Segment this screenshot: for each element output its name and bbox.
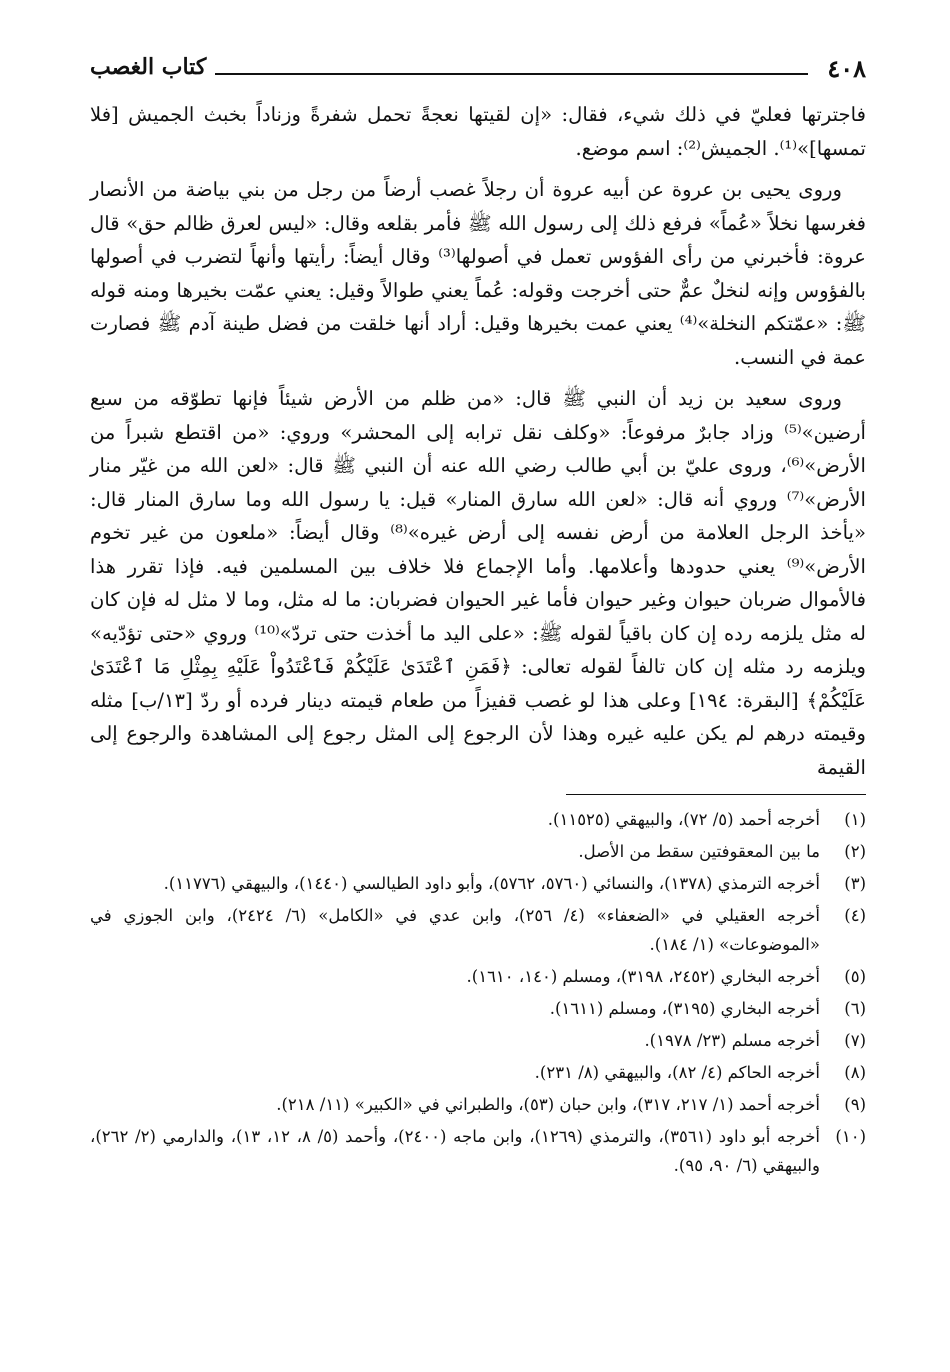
footnote-text: أخرجه الحاكم (٤/ ٨٢)، والبيهقي (٨/ ٢٣١).: [534, 1063, 820, 1082]
footnote: [90, 1090, 866, 1119]
footnote: [90, 962, 866, 991]
book-title: كتاب الغصب: [90, 54, 207, 80]
footnote-text: أخرجه العقيلي في «الضعفاء» (٤/ ٢٥٦)، وابن عدي في «الكامل» (٦/ ٢٤٢٤)، وابن الجوزي في «الموضوعات» (١/ ١٨٤).: [90, 906, 821, 954]
footnote-text: أخرجه أحمد (١/ ٢١٧، ٣١٧)، وابن حبان (٥٣)، والطبراني في «الكبير» (١١/ ٢١٨).: [276, 1095, 820, 1114]
footnote: [90, 994, 866, 1023]
footnote: [90, 837, 866, 866]
footnote-text: أخرجه الترمذي (١٣٧٨)، والنسائي (٥٧٦٠، ٥٧٦٢)، وأبو داود الطيالسي (١٤٤٠)، والبيهقي (١١٧٧٦).: [163, 874, 820, 893]
paragraph-2: وروى يحيى بن عروة عن أبيه عروة أن رجلاً غصب أرضاً من رجل من بني بياضة من الأنصار فغرسها نخلاً «عُماً» فرفع ذلك إلى رسول الله ﷺ فأمر بقلعه وقال: «ليس لعرق ظالم حق» قال عروة: فأخبرني من رأى الفؤوس تعمل في أصولها⁽³⁾ وقال أيضاً: رأيتها وأنهاً لتضرب في أصولها بالفؤوس وإنه لنخلٌ عمٌّ حتى أخرجت وقوله: عُماً يعني طوالاً وقيل: يعني عمّت بخيرها ومنه قوله ﷺ: «عمّتكم النخلة»⁽⁴⁾ يعني عمت بخيرها وقيل: أراد أنها خلقت من فضل طينة آدم ﷺ فصارت عمة في النسب.: [90, 178, 866, 369]
footnote-number: (٥): [844, 967, 866, 986]
paragraph-1: فاجترتها فعليّ في ذلك شيء، فقال: «إن لقيتها نعجةً تحمل شفرةً وزناداً بخبث الجميش [فلا تمسها]»⁽¹⁾. الجميش⁽²⁾: اسم موضع.: [90, 103, 866, 160]
footnote-text: أخرجه أحمد (٥/ ٧٢)، والبيهقي (١١٥٢٥).: [547, 810, 820, 829]
footnote: [90, 1122, 866, 1180]
footnote: [90, 869, 866, 898]
footnote-number: (٨): [844, 1063, 866, 1082]
footnote-number: (٣): [844, 874, 866, 893]
footnote-number: (١٠): [835, 1127, 866, 1146]
footnote-number: (٩): [844, 1095, 866, 1114]
footnote-number: (٧): [844, 1031, 866, 1050]
footnote: [90, 1026, 866, 1055]
footnotes: [90, 805, 866, 1180]
header-rule: [215, 73, 808, 75]
footnote-number: (١): [844, 810, 866, 829]
footnote-text: أخرجه البخاري (٣١٩٥)، ومسلم (١٦١١).: [549, 999, 820, 1018]
running-header: [90, 52, 866, 88]
page-number: ٤٠٨: [827, 54, 866, 83]
footnote-text: أخرجه أبو داود (٣٥٦١)، والترمذي (١٢٦٩)، وابن ماجه (٢٤٠٠)، وأحمد (٥/ ٨، ١٢، ١٣)، والدارمي (٢/ ٢٦٢)، والبيهقي (٦/ ٩٠، ٩٥).: [90, 1127, 820, 1175]
paragraph-3: وروى سعيد بن زيد أن النبي ﷺ قال: «من ظلم من الأرض شيئاً فإنها تطوّقه من سبع أرضين»⁽⁵⁾ وزاد جابرٌ مرفوعاً: «وكلف نقل ترابه إلى المحشر» وروي: «من اقتطع شبراً من الأرض»⁽⁶⁾، وروى عليّ بن أبي طالب رضي الله عنه أن النبي ﷺ قال: «لعن الله من غيّر منار الأرض»⁽⁷⁾ وروي أنه قال: «لعن الله سارق المنار» قيل: يا رسول الله وما سارق المنار قال: «يأخذ الرجل العلامة من أرض نفسه إلى أرض غيره»⁽⁸⁾ وقال أيضاً: «ملعون من غير تخوم الأرض»⁽⁹⁾ يعني حدودها وأعلامها. وأما الإجماع فلا خلاف بين المسلمين فيه. فإذا تقرر هذا فالأموال ضربان حيوان وغير حيوان فأما غير الحيوان فضربان: ما له مثل، وما لا مثل له فإن كان له مثل يلزمه رده إن كان باقياً لقوله ﷺ: «على اليد ما أخذت حتى تردّ»⁽¹⁰⁾ وروي «حتى تؤدّيه» ويلزمه رد مثله إن كان تالفاً لقوله تعالى: ﴿فَمَنِ ٱعْتَدَىٰ عَلَيْكُمْ فَٱعْتَدُواْ عَلَيْهِ بِمِثْلِ مَا ٱعْتَدَىٰ عَلَيْكُمْ﴾ [البقرة: ١٩٤] وعلى هذا لو غصب قفيزاً من طعام قيمته دينار فرده أو ردّ [١٣/ب] مثله وقيمته درهم لم يكن عليه غيره وهذا لأن الرجوع إلى المثل رجوع إلى المشاهدة والرجوع إلى القيمة: [90, 387, 867, 779]
footnote: [90, 805, 866, 834]
page: [90, 52, 866, 1183]
footnote-number: (٢): [844, 842, 866, 861]
footnote-separator: [566, 794, 866, 795]
footnote-number: (٦): [844, 999, 866, 1018]
footnote: [90, 901, 866, 959]
footnote-text: أخرجه مسلم (٢٣/ ١٩٧٨).: [644, 1031, 820, 1050]
footnote-text: أخرجه البخاري (٢٤٥٢، ٣١٩٨)، ومسلم (١٤٠، ١٦١٠).: [466, 967, 820, 986]
main-text: [90, 98, 866, 784]
footnote-text: ما بين المعقوفتين سقط من الأصل.: [578, 842, 820, 861]
footnote-number: (٤): [844, 906, 866, 925]
footnote: [90, 1058, 866, 1087]
